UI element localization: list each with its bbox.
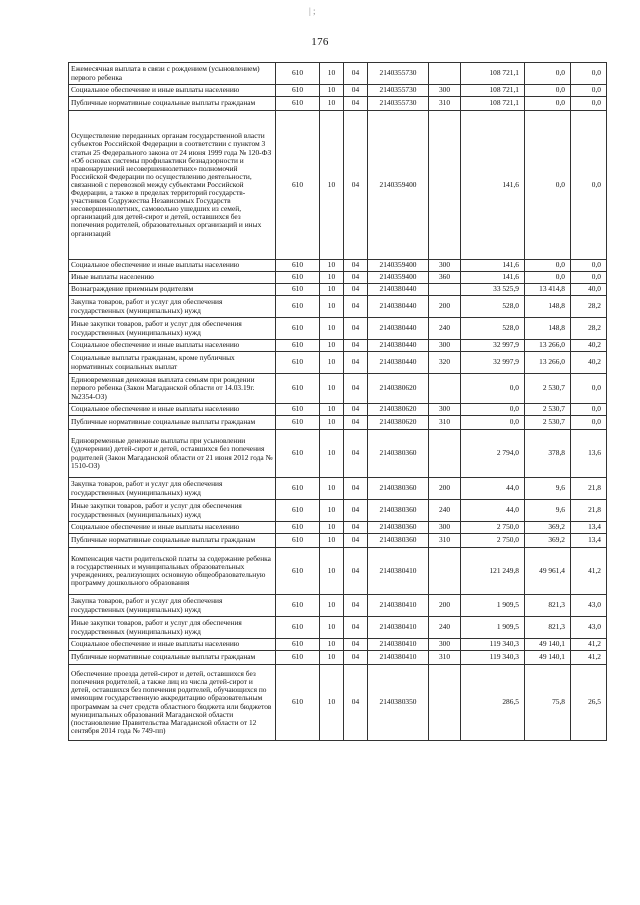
gr-code-cell: 610 (276, 374, 320, 404)
table-row (69, 617, 607, 639)
table-row (69, 430, 607, 478)
vr-code-cell: 200 (429, 296, 461, 318)
cs-code-cell: 2140359400 (368, 260, 429, 272)
plan-amount-cell: 108 721,1 (461, 85, 525, 97)
plan-amount-cell: 119 340,3 (461, 639, 525, 651)
gr-code-cell: 610 (276, 260, 320, 272)
vr-code-cell: 310 (429, 651, 461, 665)
cs-code-cell: 2140380410 (368, 639, 429, 651)
rz-code-cell: 10 (320, 500, 344, 522)
gr-code-cell: 610 (276, 651, 320, 665)
row-name-cell: Компенсация части родительской платы за содержание ребенка в государственных и муниципальных образовательных учреждениях, реализующих основную общеобразовательную программу дошкольного образования (69, 548, 276, 595)
pr-code-cell: 04 (344, 534, 368, 548)
pr-code-cell: 04 (344, 284, 368, 296)
executed-amount-cell: 369,2 (525, 522, 571, 534)
plan-amount-cell: 286,5 (461, 665, 525, 741)
cs-code-cell: 2140380350 (368, 665, 429, 741)
cs-code-cell: 2140380440 (368, 340, 429, 352)
percent-cell: 0,0 (571, 416, 607, 430)
percent-cell: 43,0 (571, 595, 607, 617)
table-row (69, 665, 607, 741)
gr-code-cell: 610 (276, 534, 320, 548)
plan-amount-cell: 0,0 (461, 416, 525, 430)
table-row (69, 374, 607, 404)
plan-amount-cell: 32 997,9 (461, 352, 525, 374)
rz-code-cell: 10 (320, 260, 344, 272)
gr-code-cell: 610 (276, 296, 320, 318)
cs-code-cell: 2140355730 (368, 63, 429, 85)
vr-code-cell: 300 (429, 85, 461, 97)
pr-code-cell: 04 (344, 639, 368, 651)
cs-code-cell: 2140380440 (368, 284, 429, 296)
percent-cell: 26,5 (571, 665, 607, 741)
pr-code-cell: 04 (344, 260, 368, 272)
row-name-cell: Иные выплаты населению (69, 272, 276, 284)
percent-cell: 0,0 (571, 85, 607, 97)
pr-code-cell: 04 (344, 63, 368, 85)
plan-amount-cell: 108 721,1 (461, 63, 525, 85)
rz-code-cell: 10 (320, 651, 344, 665)
cs-code-cell: 2140380620 (368, 404, 429, 416)
vr-code-cell (429, 374, 461, 404)
plan-amount-cell: 0,0 (461, 404, 525, 416)
percent-cell: 41,2 (571, 639, 607, 651)
rz-code-cell: 10 (320, 85, 344, 97)
plan-amount-cell: 44,0 (461, 478, 525, 500)
row-name-cell: Социальные выплаты гражданам, кроме публичных нормативных социальных выплат (69, 352, 276, 374)
plan-amount-cell: 528,0 (461, 318, 525, 340)
executed-amount-cell: 13 266,0 (525, 352, 571, 374)
vr-code-cell: 300 (429, 522, 461, 534)
cs-code-cell: 2140380360 (368, 534, 429, 548)
percent-cell: 0,0 (571, 97, 607, 111)
plan-amount-cell: 2 750,0 (461, 522, 525, 534)
cs-code-cell: 2140380410 (368, 548, 429, 595)
table-row (69, 284, 607, 296)
pr-code-cell: 04 (344, 651, 368, 665)
percent-cell: 0,0 (571, 111, 607, 260)
executed-amount-cell: 821,3 (525, 595, 571, 617)
executed-amount-cell: 75,8 (525, 665, 571, 741)
cs-code-cell: 2140380440 (368, 296, 429, 318)
gr-code-cell: 610 (276, 500, 320, 522)
table-row (69, 340, 607, 352)
row-name-cell: Закупка товаров, работ и услуг для обеспечения государственных (муниципальных) нужд (69, 296, 276, 318)
plan-amount-cell: 32 997,9 (461, 340, 525, 352)
plan-amount-cell: 1 909,5 (461, 595, 525, 617)
vr-code-cell: 310 (429, 97, 461, 111)
rz-code-cell: 10 (320, 639, 344, 651)
plan-amount-cell: 528,0 (461, 296, 525, 318)
row-name-cell: Социальное обеспечение и иные выплаты населению (69, 340, 276, 352)
vr-code-cell: 240 (429, 500, 461, 522)
pr-code-cell: 04 (344, 595, 368, 617)
plan-amount-cell: 121 249,8 (461, 548, 525, 595)
vr-code-cell: 300 (429, 404, 461, 416)
pr-code-cell: 04 (344, 416, 368, 430)
rz-code-cell: 10 (320, 284, 344, 296)
executed-amount-cell: 2 530,7 (525, 374, 571, 404)
rz-code-cell: 10 (320, 430, 344, 478)
table-row (69, 651, 607, 665)
table-body (69, 63, 607, 741)
cs-code-cell: 2140380620 (368, 374, 429, 404)
rz-code-cell: 10 (320, 548, 344, 595)
table-row (69, 478, 607, 500)
row-name-cell: Ежемесячная выплата в связи с рождением (усыновлением) первого ребенка (69, 63, 276, 85)
vr-code-cell (429, 548, 461, 595)
cs-code-cell: 2140380440 (368, 352, 429, 374)
pr-code-cell: 04 (344, 404, 368, 416)
pr-code-cell: 04 (344, 430, 368, 478)
rz-code-cell: 10 (320, 404, 344, 416)
vr-code-cell (429, 430, 461, 478)
table-row (69, 63, 607, 85)
percent-cell: 21,8 (571, 478, 607, 500)
cs-code-cell: 2140380440 (368, 318, 429, 340)
vr-code-cell (429, 63, 461, 85)
plan-amount-cell: 33 525,9 (461, 284, 525, 296)
cs-code-cell: 2140380410 (368, 617, 429, 639)
rz-code-cell: 10 (320, 416, 344, 430)
gr-code-cell: 610 (276, 548, 320, 595)
gr-code-cell: 610 (276, 639, 320, 651)
rz-code-cell: 10 (320, 478, 344, 500)
pr-code-cell: 04 (344, 665, 368, 741)
pr-code-cell: 04 (344, 97, 368, 111)
cs-code-cell: 2140355730 (368, 97, 429, 111)
row-name-cell: Обеспечение проезда детей-сирот и детей, оставшихся без попечения родителей, а также лиц из числа детей-сирот и детей, оставшихся без попечения родителей, обучающихся по имеющим государственную аккредитацию образовательным программам за счет средств областного бюджета или бюджетов муниципальных образований Магаданской области (постановление Правительства Магаданской области от 12 сентября 2014 года № 749-пп) (69, 665, 276, 741)
top-edge-marks: | ; (309, 6, 316, 16)
executed-amount-cell: 49 140,1 (525, 639, 571, 651)
executed-amount-cell: 0,0 (525, 63, 571, 85)
vr-code-cell: 300 (429, 639, 461, 651)
pr-code-cell: 04 (344, 617, 368, 639)
rz-code-cell: 10 (320, 352, 344, 374)
table-row (69, 548, 607, 595)
plan-amount-cell: 141,6 (461, 272, 525, 284)
budget-table (68, 62, 607, 741)
executed-amount-cell: 0,0 (525, 272, 571, 284)
executed-amount-cell: 13 266,0 (525, 340, 571, 352)
gr-code-cell: 610 (276, 352, 320, 374)
rz-code-cell: 10 (320, 296, 344, 318)
cs-code-cell: 2140380360 (368, 430, 429, 478)
table-row (69, 534, 607, 548)
rz-code-cell: 10 (320, 522, 344, 534)
rz-code-cell: 10 (320, 374, 344, 404)
executed-amount-cell: 821,3 (525, 617, 571, 639)
row-name-cell: Осуществление переданных органам государственной власти субъектов Российской Федерации в соответствии с пунктом 3 статьи 25 Федерального закона от 24 июня 1999 года № 120-ФЗ «Об основах системы профилактики безнадзорности и правонарушений несовершеннолетних» полномочий Российской Федерации по осуществлению деятельности, связанной с перевозкой между субъектами Российской Федерации, а также в пределах территорий государств-участников Содружества Независимых Государств несовершеннолетних, самовольно ушедших из семей, организаций для детей-сирот и детей, оставшихся без попечения родителей, образовательных организаций и иных организаций (69, 111, 276, 260)
cs-code-cell: 2140380360 (368, 522, 429, 534)
pr-code-cell: 04 (344, 85, 368, 97)
executed-amount-cell: 2 530,7 (525, 404, 571, 416)
plan-amount-cell: 141,6 (461, 260, 525, 272)
percent-cell: 41,2 (571, 548, 607, 595)
percent-cell: 0,0 (571, 404, 607, 416)
executed-amount-cell: 378,8 (525, 430, 571, 478)
executed-amount-cell: 0,0 (525, 260, 571, 272)
row-name-cell: Иные закупки товаров, работ и услуг для обеспечения государственных (муниципальных) нужд (69, 318, 276, 340)
vr-code-cell: 240 (429, 318, 461, 340)
gr-code-cell: 610 (276, 111, 320, 260)
table-row (69, 500, 607, 522)
table-row (69, 639, 607, 651)
percent-cell: 21,8 (571, 500, 607, 522)
row-name-cell: Социальное обеспечение и иные выплаты населению (69, 404, 276, 416)
table-row (69, 416, 607, 430)
table-row (69, 352, 607, 374)
cs-code-cell: 2140380410 (368, 651, 429, 665)
percent-cell: 28,2 (571, 318, 607, 340)
cs-code-cell: 2140359400 (368, 272, 429, 284)
vr-code-cell: 200 (429, 478, 461, 500)
plan-amount-cell: 2 794,0 (461, 430, 525, 478)
table-row (69, 260, 607, 272)
executed-amount-cell: 9,6 (525, 500, 571, 522)
gr-code-cell: 610 (276, 284, 320, 296)
percent-cell: 0,0 (571, 63, 607, 85)
gr-code-cell: 610 (276, 416, 320, 430)
page-number: 176 (311, 36, 329, 48)
cs-code-cell: 2140359400 (368, 111, 429, 260)
gr-code-cell: 610 (276, 522, 320, 534)
percent-cell: 40,2 (571, 352, 607, 374)
percent-cell: 0,0 (571, 272, 607, 284)
gr-code-cell: 610 (276, 340, 320, 352)
executed-amount-cell: 13 414,8 (525, 284, 571, 296)
row-name-cell: Вознаграждение приемным родителям (69, 284, 276, 296)
vr-code-cell: 310 (429, 534, 461, 548)
row-name-cell: Социальное обеспечение и иные выплаты населению (69, 260, 276, 272)
vr-code-cell: 320 (429, 352, 461, 374)
row-name-cell: Социальное обеспечение и иные выплаты населению (69, 522, 276, 534)
gr-code-cell: 610 (276, 617, 320, 639)
vr-code-cell: 300 (429, 340, 461, 352)
table-row (69, 272, 607, 284)
pr-code-cell: 04 (344, 296, 368, 318)
table-row (69, 97, 607, 111)
table-row (69, 296, 607, 318)
vr-code-cell: 310 (429, 416, 461, 430)
table-row (69, 85, 607, 97)
rz-code-cell: 10 (320, 595, 344, 617)
pr-code-cell: 04 (344, 111, 368, 260)
executed-amount-cell: 49 140,1 (525, 651, 571, 665)
executed-amount-cell: 148,8 (525, 296, 571, 318)
table-row (69, 522, 607, 534)
executed-amount-cell: 2 530,7 (525, 416, 571, 430)
pr-code-cell: 04 (344, 318, 368, 340)
vr-code-cell: 300 (429, 260, 461, 272)
row-name-cell: Единовременная денежная выплата семьям при рождении первого ребенка (Закон Магаданской области от 14.03.19г. №2354-ОЗ) (69, 374, 276, 404)
rz-code-cell: 10 (320, 97, 344, 111)
row-name-cell: Публичные нормативные социальные выплаты гражданам (69, 534, 276, 548)
percent-cell: 0,0 (571, 374, 607, 404)
vr-code-cell (429, 665, 461, 741)
table-row (69, 404, 607, 416)
cs-code-cell: 2140380410 (368, 595, 429, 617)
executed-amount-cell: 9,6 (525, 478, 571, 500)
rz-code-cell: 10 (320, 617, 344, 639)
row-name-cell: Единовременные денежные выплаты при усыновлении (удочерении) детей-сирот и детей, оставшихся без попечения родителей (Закон Магаданской области от 21 июня 2012 года № 1510-ОЗ) (69, 430, 276, 478)
pr-code-cell: 04 (344, 352, 368, 374)
rz-code-cell: 10 (320, 111, 344, 260)
rz-code-cell: 10 (320, 63, 344, 85)
row-name-cell: Публичные нормативные социальные выплаты гражданам (69, 651, 276, 665)
executed-amount-cell: 0,0 (525, 111, 571, 260)
percent-cell: 40,2 (571, 340, 607, 352)
plan-amount-cell: 1 909,5 (461, 617, 525, 639)
row-name-cell: Публичные нормативные социальные выплаты гражданам (69, 97, 276, 111)
cs-code-cell: 2140355730 (368, 85, 429, 97)
gr-code-cell: 610 (276, 63, 320, 85)
rz-code-cell: 10 (320, 272, 344, 284)
plan-amount-cell: 141,6 (461, 111, 525, 260)
executed-amount-cell: 369,2 (525, 534, 571, 548)
rz-code-cell: 10 (320, 340, 344, 352)
pr-code-cell: 04 (344, 548, 368, 595)
gr-code-cell: 610 (276, 478, 320, 500)
percent-cell: 41,2 (571, 651, 607, 665)
percent-cell: 13,6 (571, 430, 607, 478)
row-name-cell: Иные закупки товаров, работ и услуг для обеспечения государственных (муниципальных) нужд (69, 617, 276, 639)
gr-code-cell: 610 (276, 404, 320, 416)
gr-code-cell: 610 (276, 85, 320, 97)
percent-cell: 40,0 (571, 284, 607, 296)
percent-cell: 43,0 (571, 617, 607, 639)
percent-cell: 28,2 (571, 296, 607, 318)
gr-code-cell: 610 (276, 665, 320, 741)
gr-code-cell: 610 (276, 97, 320, 111)
executed-amount-cell: 148,8 (525, 318, 571, 340)
row-name-cell: Закупка товаров, работ и услуг для обеспечения государственных (муниципальных) нужд (69, 478, 276, 500)
plan-amount-cell: 44,0 (461, 500, 525, 522)
executed-amount-cell: 49 961,4 (525, 548, 571, 595)
percent-cell: 13,4 (571, 534, 607, 548)
pr-code-cell: 04 (344, 500, 368, 522)
table-row (69, 595, 607, 617)
row-name-cell: Социальное обеспечение и иные выплаты населению (69, 639, 276, 651)
rz-code-cell: 10 (320, 665, 344, 741)
gr-code-cell: 610 (276, 430, 320, 478)
row-name-cell: Закупка товаров, работ и услуг для обеспечения государственных (муниципальных) нужд (69, 595, 276, 617)
vr-code-cell (429, 284, 461, 296)
rz-code-cell: 10 (320, 318, 344, 340)
vr-code-cell (429, 111, 461, 260)
pr-code-cell: 04 (344, 272, 368, 284)
vr-code-cell: 200 (429, 595, 461, 617)
row-name-cell: Социальное обеспечение и иные выплаты населению (69, 85, 276, 97)
executed-amount-cell: 0,0 (525, 85, 571, 97)
cs-code-cell: 2140380360 (368, 478, 429, 500)
plan-amount-cell: 0,0 (461, 374, 525, 404)
gr-code-cell: 610 (276, 318, 320, 340)
plan-amount-cell: 2 750,0 (461, 534, 525, 548)
gr-code-cell: 610 (276, 272, 320, 284)
pr-code-cell: 04 (344, 374, 368, 404)
gr-code-cell: 610 (276, 595, 320, 617)
rz-code-cell: 10 (320, 534, 344, 548)
percent-cell: 13,4 (571, 522, 607, 534)
vr-code-cell: 360 (429, 272, 461, 284)
table-row (69, 111, 607, 260)
row-name-cell: Иные закупки товаров, работ и услуг для обеспечения государственных (муниципальных) нужд (69, 500, 276, 522)
row-name-cell: Публичные нормативные социальные выплаты гражданам (69, 416, 276, 430)
table-row (69, 318, 607, 340)
cs-code-cell: 2140380620 (368, 416, 429, 430)
plan-amount-cell: 119 340,3 (461, 651, 525, 665)
vr-code-cell: 240 (429, 617, 461, 639)
cs-code-cell: 2140380360 (368, 500, 429, 522)
plan-amount-cell: 108 721,1 (461, 97, 525, 111)
pr-code-cell: 04 (344, 522, 368, 534)
executed-amount-cell: 0,0 (525, 97, 571, 111)
pr-code-cell: 04 (344, 340, 368, 352)
percent-cell: 0,0 (571, 260, 607, 272)
pr-code-cell: 04 (344, 478, 368, 500)
